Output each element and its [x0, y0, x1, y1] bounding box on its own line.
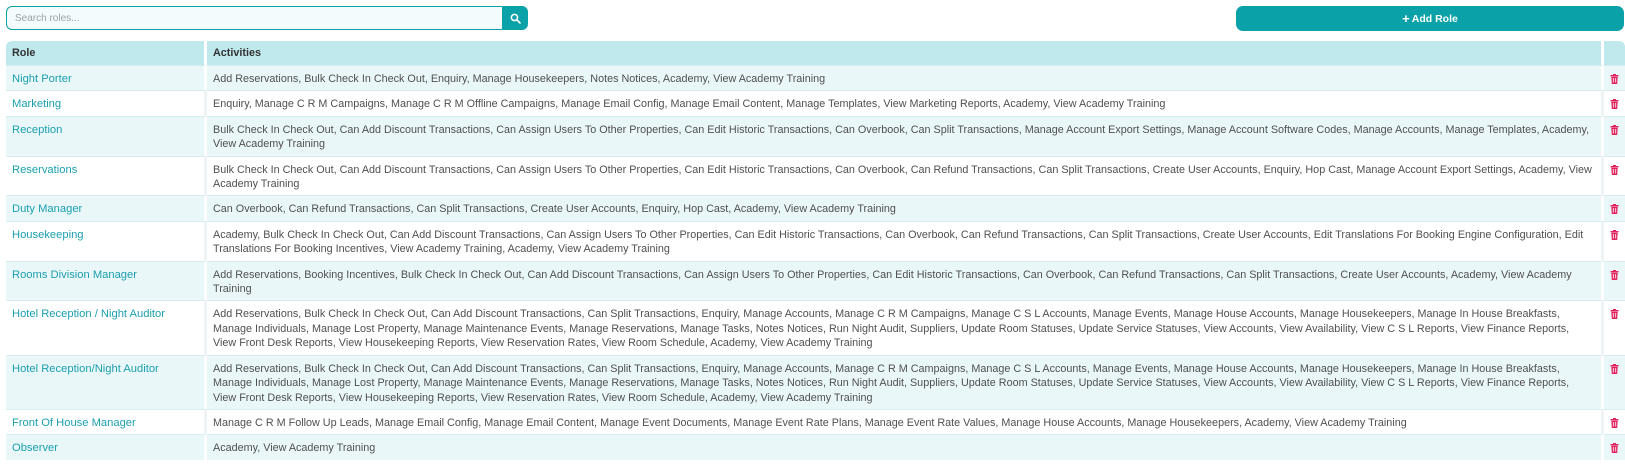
actions-cell	[1604, 355, 1625, 409]
trash-icon[interactable]	[1610, 443, 1619, 453]
actions-cell	[1604, 261, 1625, 301]
role-name-link[interactable]: Hotel Reception / Night Auditor	[12, 308, 165, 321]
search-input[interactable]	[6, 6, 502, 30]
activities-cell	[207, 156, 1604, 196]
role-cell	[6, 90, 207, 115]
column-header-actions	[1604, 41, 1625, 65]
activities-cell	[207, 65, 1604, 90]
activities-text: Bulk Check In Check Out, Can Add Discount Transactions, Can Assign Users To Other Properties, Can Edit Historic Transactions, Can Overbook, Can Refund Transactions, Can Split Transactions, Create User Accounts, Enquiry, Hop Cast, Manage Account Export Settings, Academy, View Academy Training	[213, 163, 1592, 191]
actions-cell	[1604, 434, 1625, 459]
activities-text: Bulk Check In Check Out, Can Add Discount Transactions, Can Assign Users To Other Properties, Can Edit Historic Transactions, Can Overbook, Can Split Transactions, Manage Account Export Settings, Manage Account Software Codes, Manage Accounts, Manage Templates, Academy, View Academy Training	[213, 123, 1590, 151]
trash-icon[interactable]	[1610, 74, 1619, 84]
trash-icon[interactable]	[1610, 125, 1619, 135]
search-icon	[510, 13, 521, 24]
table-row	[6, 195, 1625, 220]
role-name-link[interactable]: Hotel Reception/Night Auditor	[12, 362, 159, 375]
activities-cell	[207, 300, 1604, 354]
table-row	[6, 261, 1625, 301]
role-name-link[interactable]: Front Of House Manager	[12, 416, 136, 429]
role-cell	[6, 195, 207, 220]
role-name-link[interactable]: Rooms Division Manager	[12, 268, 137, 281]
role-cell	[6, 156, 207, 196]
search-button[interactable]	[502, 6, 528, 30]
trash-icon[interactable]	[1610, 418, 1619, 428]
toolbar	[0, 0, 1625, 38]
role-cell	[6, 434, 207, 459]
role-cell	[6, 261, 207, 301]
activities-text: Academy, View Academy Training	[213, 442, 376, 455]
activities-text: Can Overbook, Can Refund Transactions, Can Split Transactions, Create User Accounts, Enquiry, Hop Cast, Academy, View Academy Training	[213, 203, 896, 216]
activities-cell	[207, 355, 1604, 409]
role-cell	[6, 300, 207, 354]
column-header-activities[interactable]: Activities	[207, 41, 1604, 65]
add-role-button[interactable]	[1236, 6, 1624, 31]
table-row	[6, 409, 1625, 434]
actions-cell	[1604, 116, 1625, 156]
table-row	[6, 355, 1625, 409]
actions-cell	[1604, 156, 1625, 196]
plus-icon: +	[1402, 10, 1410, 26]
actions-cell	[1604, 195, 1625, 220]
activities-cell	[207, 116, 1604, 156]
activities-cell	[207, 221, 1604, 261]
role-name-link[interactable]: Housekeeping	[12, 228, 84, 241]
activities-cell	[207, 434, 1604, 459]
activities-text: Academy, Bulk Check In Check Out, Can Add Discount Transactions, Can Assign Users To Other Properties, Can Edit Historic Transactions, Can Overbook, Can Refund Transactions, Can Split Transactions, Create User Accounts, Edit Translations For Booking Engine Configuration, Edit Translations For Booking Incentives, View Academy Training, Academy, View Academy Training	[213, 228, 1584, 256]
activities-cell	[207, 90, 1604, 115]
actions-cell	[1604, 300, 1625, 354]
table-row	[6, 90, 1625, 115]
activities-cell	[207, 409, 1604, 434]
trash-icon[interactable]	[1610, 270, 1619, 280]
add-role-label: Add Role	[1411, 12, 1458, 25]
activities-text: Add Reservations, Bulk Check In Check Out, Enquiry, Manage Housekeepers, Notes Notices, Academy, View Academy Training	[213, 73, 826, 85]
role-cell	[6, 409, 207, 434]
table-row	[6, 221, 1625, 261]
column-header-role[interactable]: Role	[6, 41, 207, 65]
role-cell	[6, 65, 207, 90]
activities-text: Add Reservations, Bulk Check In Check Out, Can Add Discount Transactions, Can Split Transactions, Enquiry, Manage Accounts, Manage C R M Campaigns, Manage C S L Accounts, Manage Events, Manage House Accounts, Manage Housekeepers, Manage In House Breakfasts, Manage Individuals, Manage Lost Property, Manage Maintenance Events, Manage Reservations, Manage Tasks, Notes Notices, Run Night Audit, Suppliers, Update Room Statuses, Update Service Statuses, View Accounts, View Availability, View C S L Reports, View Finance Reports, View Front Desk Reports, View Housekeeping Reports, View Reservation Rates, View Room Schedule, Academy, View Academy Training	[213, 308, 1570, 350]
activities-text: Enquiry, Manage C R M Campaigns, Manage C R M Offline Campaigns, Manage Email Config, Manage Email Content, Manage Templates, View Marketing Reports, Academy, View Academy Training	[213, 98, 1166, 111]
table-row	[6, 156, 1625, 196]
search-group	[6, 6, 528, 30]
actions-cell	[1604, 221, 1625, 261]
table-row	[6, 116, 1625, 156]
table-row	[6, 65, 1625, 90]
role-name-link[interactable]: Reception	[12, 123, 63, 136]
table-row	[6, 300, 1625, 354]
trash-icon[interactable]	[1610, 99, 1619, 109]
role-name-link[interactable]: Observer	[12, 442, 59, 455]
role-cell	[6, 116, 207, 156]
trash-icon[interactable]	[1610, 165, 1619, 175]
role-name-link[interactable]: Duty Manager	[12, 203, 83, 216]
activities-cell	[207, 195, 1604, 220]
role-name-link[interactable]: Marketing	[12, 98, 62, 111]
trash-icon[interactable]	[1610, 364, 1619, 374]
trash-icon[interactable]	[1610, 309, 1619, 319]
role-name-link[interactable]: Night Porter	[12, 73, 72, 85]
role-cell	[6, 221, 207, 261]
role-cell	[6, 355, 207, 409]
roles-table	[6, 41, 1625, 460]
activities-cell	[207, 261, 1604, 301]
table-row	[6, 434, 1625, 459]
actions-cell	[1604, 90, 1625, 115]
table-header-row	[6, 41, 1625, 65]
trash-icon[interactable]	[1610, 204, 1619, 214]
actions-cell	[1604, 409, 1625, 434]
role-name-link[interactable]: Reservations	[12, 163, 78, 176]
activities-text: Manage C R M Follow Up Leads, Manage Email Config, Manage Email Content, Manage Event Documents, Manage Event Rate Plans, Manage Event Rate Values, Manage House Accounts, Manage Housekeepers, Academy, View Academy Training	[213, 416, 1407, 429]
activities-text: Add Reservations, Bulk Check In Check Out, Can Add Discount Transactions, Can Split Transactions, Enquiry, Manage Accounts, Manage C R M Campaigns, Manage C S L Accounts, Manage Events, Manage House Accounts, Manage Housekeepers, Manage In House Breakfasts, Manage Individuals, Manage Lost Property, Manage Maintenance Events, Manage Reservations, Manage Tasks, Notes Notices, Run Night Audit, Suppliers, Update Room Statuses, Update Service Statuses, View Accounts, View Availability, View C S L Reports, View Finance Reports, View Front Desk Reports, View Housekeeping Reports, View Reservation Rates, View Room Schedule, Academy, View Academy Training	[213, 362, 1570, 404]
trash-icon[interactable]	[1610, 230, 1619, 240]
actions-cell	[1604, 65, 1625, 90]
activities-text: Add Reservations, Booking Incentives, Bulk Check In Check Out, Can Add Discount Transactions, Can Assign Users To Other Properties, Can Edit Historic Transactions, Can Overbook, Can Refund Transactions, Can Split Transactions, Create User Accounts, Academy, View Academy Training	[213, 268, 1572, 296]
